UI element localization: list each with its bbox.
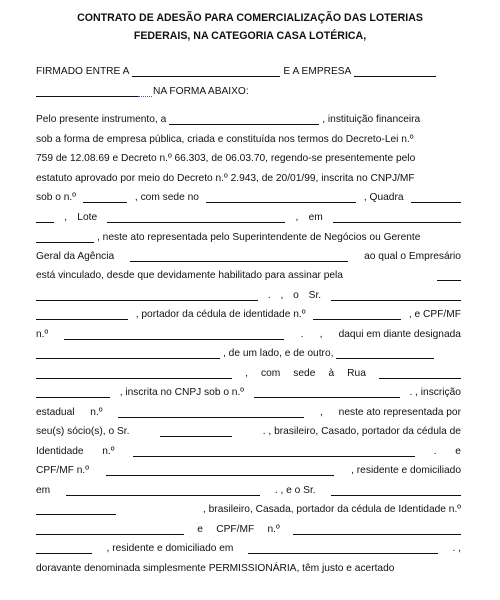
blank-party-a[interactable] (132, 66, 280, 77)
blank-rua[interactable] (379, 368, 461, 379)
body-line-20: em . , e o Sr. (36, 478, 461, 497)
body-line-21: , brasileiro, Casada, portador da cédula de Identidade n.º (36, 497, 461, 516)
blank-partner-2-cpf[interactable] (293, 524, 461, 535)
body-line-9: está vinculado, desde que devidamente habilitado para assinar pela (36, 263, 461, 282)
blank-quadra-cont[interactable] (36, 212, 54, 223)
forma-label: NA FORMA ABAIXO: (153, 86, 249, 97)
blank-em[interactable] (333, 212, 461, 223)
blank-representative-cont[interactable] (36, 309, 128, 320)
empresa-label: E A EMPRESA (283, 66, 352, 77)
blank-partner-1-cpf[interactable] (106, 465, 334, 476)
blank-partner-1-name[interactable] (160, 426, 232, 437)
blank-assinar-pela-cont[interactable] (36, 290, 258, 301)
blank-institution[interactable] (169, 114, 319, 125)
body-line-1: Pelo presente instrumento, a , instituição financeira (36, 114, 421, 125)
blank-company[interactable] (354, 66, 436, 77)
body-line-16: estadual n.º , neste ato representada por (36, 407, 461, 418)
blank-state-registration[interactable] (118, 407, 304, 418)
spellcheck-mark (138, 93, 152, 97)
blank-cpf-rep[interactable] (64, 329, 284, 340)
blank-em-cont[interactable] (36, 232, 94, 243)
body-line-10: . , o Sr. (36, 283, 461, 302)
header-line-2 (36, 79, 461, 98)
body-line-4: estatuto aprovado por meio do Decreto n.º 2.943, de 20/01/99, inscrita no CNPJ/MF (36, 173, 415, 184)
body-line-7: , neste ato representada pelo Superintendente de Negócios ou Gerente (36, 225, 461, 244)
body-line-6: , Lote , em (36, 205, 461, 224)
firmado-label: FIRMADO ENTRE A (36, 66, 130, 77)
body-line-22: e CPF/MF n.º (36, 517, 461, 536)
blank-identity-rep[interactable] (313, 309, 401, 320)
body-line-19: CPF/MF n.º , residente e domiciliado (36, 465, 461, 476)
blank-assinar-pela[interactable] (437, 270, 461, 281)
body-line-11: , portador da cédula de identidade n.º , e CPF/MF (36, 302, 461, 321)
blank-partner-2-cpf-cont[interactable] (36, 543, 92, 554)
body-line-12: n.º . , daqui em diante designada (36, 329, 461, 340)
body-line-23: , residente e domiciliado em . , (36, 536, 461, 555)
body-line-3: 759 de 12.08.69 e Decreto n.º 66.303, de 06.03.70, regendo-se presentemente pelo (36, 153, 416, 164)
body-line-24: doravante denominada simplesmente PERMISSIONÁRIA, têm justo e acertado (36, 563, 395, 574)
blank-other-party-cont[interactable] (36, 368, 232, 379)
body-line-8: Geral da Agência ao qual o Empresário (36, 251, 461, 262)
blank-partner-1-identity[interactable] (133, 446, 415, 457)
blank-partner-2-identity[interactable] (36, 524, 184, 535)
blank-partner-1-address[interactable] (66, 485, 260, 496)
blank-partner-2-name[interactable] (331, 485, 461, 496)
body-line-5: sob o n.º , com sede no , Quadra (36, 185, 461, 204)
blank-cnpj-company[interactable] (254, 387, 400, 398)
blank-partner-2-address[interactable] (248, 543, 438, 554)
blank-lote[interactable] (107, 212, 285, 223)
blank-agencia[interactable] (130, 251, 348, 262)
document-title-line-1: CONTRATO DE ADESÃO PARA COMERCIALIZAÇÃO DAS LOTERIAS (77, 12, 423, 24)
blank-cnpj-institution[interactable] (83, 192, 127, 203)
body-line-2: sob a forma de empresa pública, criada e constituída nos termos do Decreto-Lei n.º (36, 134, 414, 145)
blank-quadra[interactable] (411, 192, 461, 203)
blank-company-cont[interactable] (36, 86, 138, 97)
blank-sede[interactable] (206, 192, 356, 203)
blank-rua-cont[interactable] (36, 387, 110, 398)
body-line-17: seu(s) sócio(s), o Sr. . , brasileiro, Casado, portador da cédula de (36, 426, 461, 437)
body-line-14: , com sede à Rua (36, 361, 461, 380)
body-line-13: , de um lado, e de outro, (36, 341, 461, 360)
header-line-1 (36, 59, 461, 78)
blank-partner-2-name-cont[interactable] (36, 504, 116, 515)
document-title-line-2: FEDERAIS, NA CATEGORIA CASA LOTÉRICA, (133, 30, 367, 42)
blank-representative-name[interactable] (331, 290, 461, 301)
body-line-18: Identidade n.º . e (36, 446, 461, 457)
blank-other-party[interactable] (336, 348, 434, 359)
blank-designation[interactable] (36, 348, 220, 359)
body-line-15: , inscrita no CNPJ sob o n.º . , inscrição (36, 380, 461, 399)
